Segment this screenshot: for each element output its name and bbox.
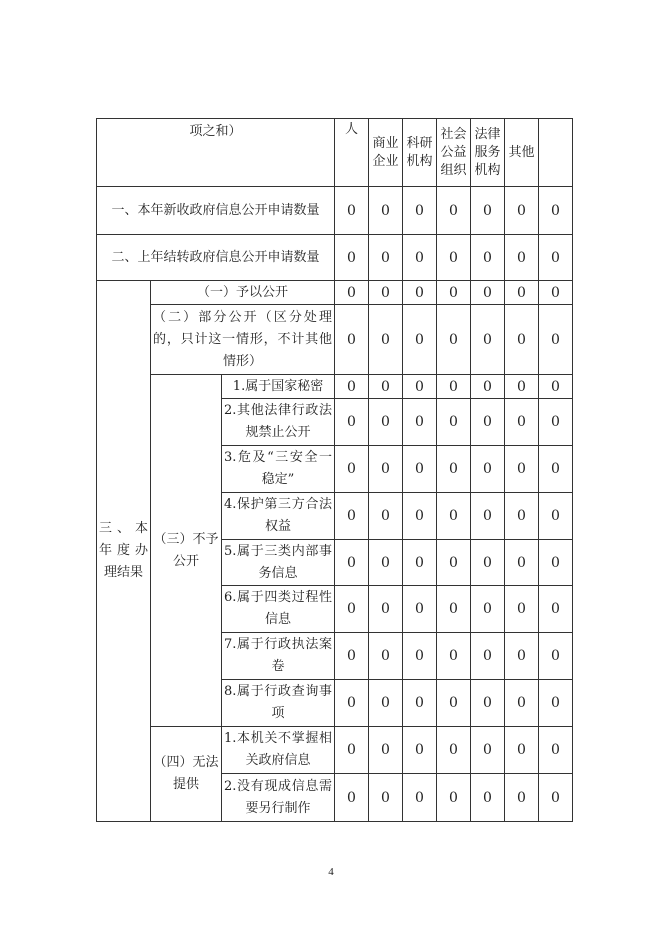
cell-value: 0	[437, 633, 471, 680]
cell-value: 0	[403, 493, 437, 540]
cell-value: 0	[369, 540, 403, 586]
cell-value: 0	[335, 399, 369, 446]
cell-value: 0	[369, 680, 403, 727]
cell-value: 0	[471, 633, 505, 680]
cell-value: 0	[335, 680, 369, 727]
row-label: 4.保护第三方合法权益	[222, 493, 335, 540]
cell-value: 0	[403, 235, 437, 281]
disclosure-statistics-table	[96, 118, 573, 822]
cell-value: 0	[335, 187, 369, 235]
cell-value: 0	[403, 375, 437, 399]
cell-value: 0	[505, 399, 539, 446]
cell-value: 0	[471, 446, 505, 493]
cell-value: 0	[539, 633, 573, 680]
cell-value: 0	[335, 540, 369, 586]
cell-value: 0	[505, 305, 539, 375]
cell-value: 0	[335, 774, 369, 822]
cell-value: 0	[335, 493, 369, 540]
cell-value: 0	[505, 727, 539, 774]
cell-value: 0	[471, 375, 505, 399]
cell-value: 0	[505, 446, 539, 493]
cell-value: 0	[437, 305, 471, 375]
cell-value: 0	[335, 235, 369, 281]
cell-value: 0	[437, 235, 471, 281]
cell-value: 0	[437, 586, 471, 633]
row-label: 一、本年新收政府信息公开申请数量	[97, 187, 335, 235]
cell-value: 0	[335, 586, 369, 633]
row-label: 3.危及“三安全一稳定”	[222, 446, 335, 493]
cell-value: 0	[437, 399, 471, 446]
cell-value: 0	[471, 540, 505, 586]
cell-value: 0	[471, 187, 505, 235]
cell-value: 0	[471, 586, 505, 633]
header-col-person: 人	[335, 119, 369, 187]
cell-value: 0	[471, 727, 505, 774]
cell-value: 0	[539, 586, 573, 633]
row-label: 2.其他法律行政法规禁止公开	[222, 399, 335, 446]
cell-value: 0	[403, 446, 437, 493]
cell-value: 0	[471, 399, 505, 446]
cell-value: 0	[335, 281, 369, 305]
row-label: 8.属于行政查询事项	[222, 680, 335, 727]
row-label: 6.属于四类过程性信息	[222, 586, 335, 633]
cell-value: 0	[369, 399, 403, 446]
row-label: 二、上年结转政府信息公开申请数量	[97, 235, 335, 281]
cell-value: 0	[437, 187, 471, 235]
cell-value: 0	[437, 446, 471, 493]
cell-value: 0	[539, 727, 573, 774]
header-col-total	[539, 119, 573, 187]
group-label-refuse: （三）不予公开	[151, 375, 222, 727]
cell-value: 0	[437, 774, 471, 822]
row-open	[97, 281, 573, 305]
row-label: （二）部分公开（区分处理的，只计这一情形，不计其他情形）	[151, 305, 335, 375]
row-new-applications	[97, 187, 573, 235]
row-label: 1.本机关不掌握相关政府信息	[222, 727, 335, 774]
cell-value: 0	[335, 446, 369, 493]
row-label: 1.属于国家秘密	[222, 375, 335, 399]
cell-value: 0	[403, 305, 437, 375]
cell-value: 0	[335, 633, 369, 680]
cell-value: 0	[369, 235, 403, 281]
cell-value: 0	[437, 493, 471, 540]
cell-value: 0	[471, 493, 505, 540]
cell-value: 0	[505, 540, 539, 586]
row-partial-open	[97, 305, 573, 375]
cell-value: 0	[437, 727, 471, 774]
cell-value: 0	[505, 235, 539, 281]
cell-value: 0	[437, 375, 471, 399]
cell-value: 0	[369, 305, 403, 375]
row-refuse-1	[97, 375, 573, 399]
cell-value: 0	[403, 399, 437, 446]
cell-value: 0	[403, 774, 437, 822]
header-title-cell: 项之和）	[97, 119, 335, 187]
cell-value: 0	[437, 281, 471, 305]
row-carryover-applications	[97, 235, 573, 281]
cell-value: 0	[403, 680, 437, 727]
cell-value: 0	[471, 235, 505, 281]
cell-value: 0	[369, 281, 403, 305]
cell-value: 0	[539, 493, 573, 540]
header-col-public-welfare: 社会公益组织	[437, 119, 471, 187]
header-col-legal-service: 法律服务机构	[471, 119, 505, 187]
row-label: 7.属于行政执法案卷	[222, 633, 335, 680]
header-row	[97, 119, 573, 187]
cell-value: 0	[369, 586, 403, 633]
header-col-business: 商业企业	[369, 119, 403, 187]
cell-value: 0	[335, 375, 369, 399]
row-label: 2.没有现成信息需要另行制作	[222, 774, 335, 822]
cell-value: 0	[539, 375, 573, 399]
cell-value: 0	[335, 727, 369, 774]
cell-value: 0	[403, 187, 437, 235]
group-label-results: 三、本年度办理结果	[97, 281, 151, 822]
header-col-research: 科研机构	[403, 119, 437, 187]
cell-value: 0	[539, 774, 573, 822]
cell-value: 0	[505, 281, 539, 305]
cell-value: 0	[471, 680, 505, 727]
cell-value: 0	[539, 187, 573, 235]
row-label: （一）予以公开	[151, 281, 335, 305]
cell-value: 0	[471, 774, 505, 822]
cell-value: 0	[471, 305, 505, 375]
cell-value: 0	[403, 281, 437, 305]
cell-value: 0	[505, 774, 539, 822]
cell-value: 0	[539, 540, 573, 586]
cell-value: 0	[369, 446, 403, 493]
cell-value: 0	[505, 680, 539, 727]
cell-value: 0	[539, 235, 573, 281]
row-label: 5.属于三类内部事务信息	[222, 540, 335, 586]
cell-value: 0	[369, 633, 403, 680]
cell-value: 0	[369, 493, 403, 540]
cell-value: 0	[369, 774, 403, 822]
cell-value: 0	[539, 680, 573, 727]
cell-value: 0	[539, 446, 573, 493]
cell-value: 0	[539, 399, 573, 446]
cell-value: 0	[505, 187, 539, 235]
cell-value: 0	[471, 281, 505, 305]
cell-value: 0	[539, 305, 573, 375]
cell-value: 0	[539, 281, 573, 305]
cell-value: 0	[505, 633, 539, 680]
page-number: 4	[328, 866, 334, 878]
group-label-unable: （四）无法提供	[151, 727, 222, 822]
cell-value: 0	[369, 187, 403, 235]
cell-value: 0	[437, 540, 471, 586]
cell-value: 0	[369, 375, 403, 399]
cell-value: 0	[505, 586, 539, 633]
cell-value: 0	[369, 727, 403, 774]
cell-value: 0	[403, 540, 437, 586]
cell-value: 0	[403, 727, 437, 774]
cell-value: 0	[505, 375, 539, 399]
header-col-other: 其他	[505, 119, 539, 187]
cell-value: 0	[335, 305, 369, 375]
row-unable-1	[97, 727, 573, 774]
cell-value: 0	[403, 633, 437, 680]
cell-value: 0	[437, 680, 471, 727]
cell-value: 0	[505, 493, 539, 540]
cell-value: 0	[403, 586, 437, 633]
